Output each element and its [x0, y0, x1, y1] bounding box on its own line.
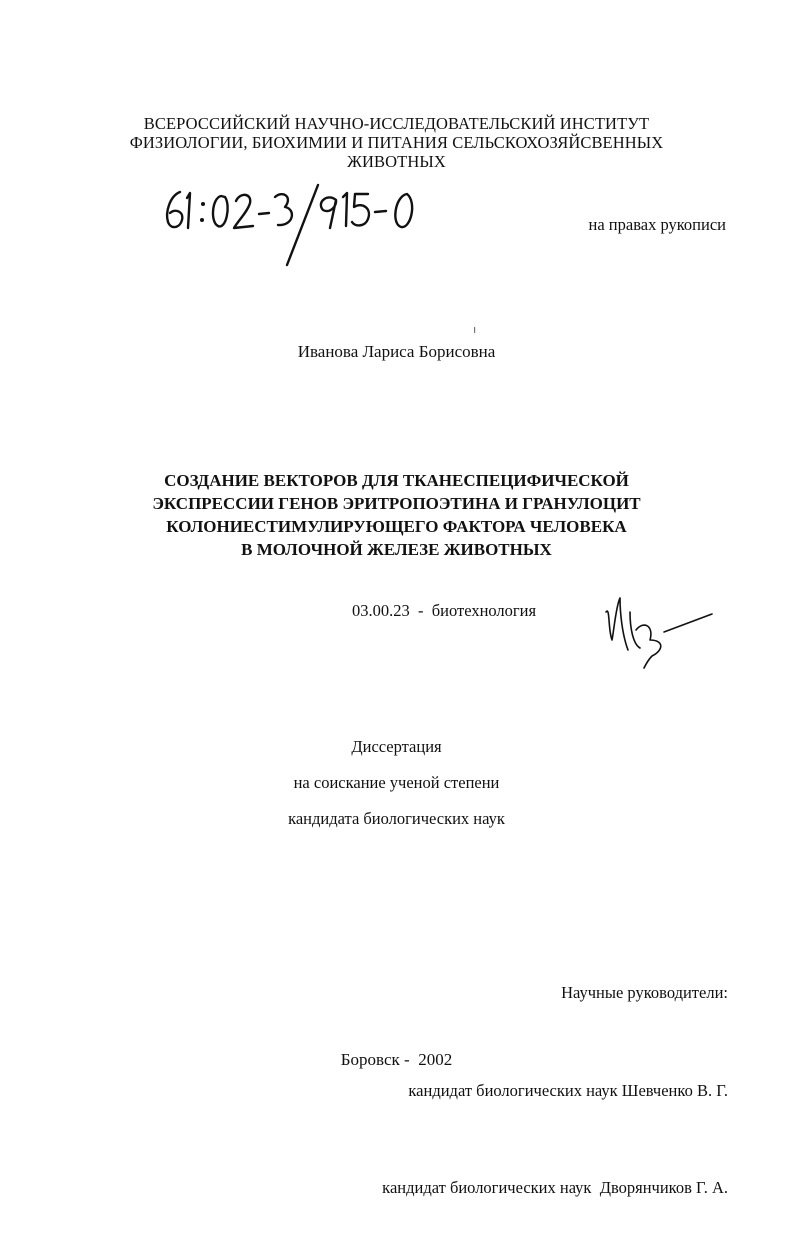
institute-line-3: ЖИВОТНЫХ	[347, 152, 446, 171]
title-line-3: КОЛОНИЕСТИМУЛИРУЮЩЕГО ФАКТОРА ЧЕЛОВЕКА	[166, 517, 627, 536]
supervisors-heading: Научные руководители:	[561, 983, 728, 1002]
supervisor-2: кандидат биологических наук Дворянчиков Г. А.	[382, 1178, 728, 1197]
city-year: Боровск - 2002	[340, 1050, 453, 1069]
rights-note: на правах рукописи	[588, 215, 726, 234]
dissertation-line-2: на соискание ученой степени	[293, 773, 500, 792]
author-name: Иванова Лариса Борисовна	[297, 342, 496, 361]
supervisors-block	[382, 912, 728, 1237]
archive-number-strokes	[167, 185, 412, 265]
title-line-1: СОЗДАНИЕ ВЕКТОРОВ ДЛЯ ТКАНЕСПЕЦИФИЧЕСКОЙ	[164, 471, 629, 490]
dissertation-statement	[0, 729, 793, 837]
dissertation-title	[0, 469, 793, 561]
dissertation-line-1: Диссертация	[351, 737, 442, 756]
title-line-2: ЭКСПРЕССИИ ГЕНОВ ЭРИТРОПОЭТИНА И ГРАНУЛОЦИТ	[152, 494, 641, 513]
dissertation-line-3: кандидата биологических наук	[288, 809, 505, 828]
institute-line-2: ФИЗИОЛОГИИ, БИОХИМИИ И ПИТАНИЯ СЕЛЬСКОХОЗЯЙСВЕННЫХ	[129, 133, 664, 152]
specialty-code: 03.00.23 - биотехнология	[352, 601, 537, 620]
supervisor-1: кандидат биологических наук Шевченко В. Г.	[408, 1080, 728, 1100]
institute-line-1: ВСЕРОССИЙСКИЙ НАУЧНО-ИССЛЕДОВАТЕЛЬСКИЙ ИНСТИТУТ	[143, 114, 650, 133]
signature	[606, 598, 712, 668]
title-line-4: В МОЛОЧНОЙ ЖЕЛЕЗЕ ЖИВОТНЫХ	[241, 540, 552, 559]
scan-speck	[474, 327, 475, 333]
